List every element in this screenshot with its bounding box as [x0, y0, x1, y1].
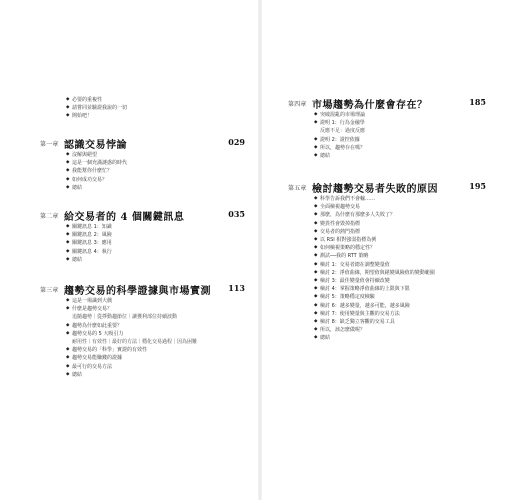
diamond-bullet-icon: ◆ — [314, 286, 318, 292]
toc-entry — [66, 346, 197, 354]
chapter-title: 給交易者的 4 個關鍵訊息 — [64, 212, 185, 223]
diamond-bullet-icon: ◆ — [66, 355, 70, 361]
toc-entry-text: 總結 — [320, 153, 331, 160]
chapter-items — [66, 223, 112, 264]
toc-entry-text: 測試──我的 RTT 策略 — [320, 253, 369, 260]
toc-entry-text: 檢討 3：最佳變量值會持續改變 — [320, 278, 390, 285]
diamond-bullet-icon: ◆ — [66, 330, 70, 336]
diamond-bullet-icon: ◆ — [66, 298, 70, 303]
toc-entry — [314, 261, 435, 269]
diamond-bullet-icon: ◆ — [314, 228, 318, 234]
chapter-title: 趨勢交易的科學證據與市場實測 — [64, 286, 211, 297]
toc-entry-text: 檢討 5：策略穩定度檢驗 — [320, 294, 375, 301]
toc-entry-text: 科學告訴我們不會輸…… — [320, 196, 376, 202]
toc-entry-text: 反應不足：過度反應 — [320, 128, 366, 135]
toc-entry — [66, 184, 127, 192]
toc-entry — [314, 228, 435, 236]
toc-entry-text: 關鍵訊息 4：執行 — [72, 248, 112, 255]
diamond-bullet-icon: ◆ — [66, 306, 70, 312]
diamond-bullet-icon: ◆ — [314, 112, 318, 117]
diamond-bullet-icon: ◆ — [66, 184, 70, 190]
toc-entry — [314, 244, 435, 252]
diamond-bullet-icon: ◆ — [314, 212, 318, 218]
chapter-label: 第二章 — [40, 213, 59, 220]
toc-entry-text: 趨勢交易能賺錢的證據 — [72, 355, 123, 362]
toc-entry — [314, 136, 365, 144]
toc-entry — [314, 211, 435, 219]
toc-entry-text: 開始吧！ — [72, 113, 93, 120]
toc-entry — [314, 252, 435, 260]
chapter-page-number: 029 — [228, 137, 245, 147]
diamond-bullet-icon: ◆ — [66, 232, 70, 238]
toc-entry — [66, 313, 197, 321]
toc-entry — [66, 239, 112, 247]
toc-entry-text: 趨勢交易的 5 大吸引力 — [72, 330, 124, 337]
toc-entry-text: 什麼是趨勢交易？ — [72, 306, 113, 313]
toc-entry-text: 所以，該怎麼做呢？ — [320, 327, 366, 334]
toc-entry — [66, 330, 197, 338]
toc-entry — [66, 322, 197, 330]
diamond-bullet-icon: ◆ — [66, 113, 70, 119]
diamond-bullet-icon: ◆ — [66, 160, 70, 166]
chapter-title: 檢討趨勢交易者失敗的原因 — [312, 184, 438, 195]
diamond-bullet-icon: ◆ — [66, 240, 70, 246]
toc-entry — [314, 220, 435, 228]
diamond-bullet-icon: ◆ — [66, 256, 70, 262]
diamond-bullet-icon: ◆ — [314, 144, 318, 150]
diamond-bullet-icon: ◆ — [314, 220, 318, 226]
toc-entry-text: 突破混亂的市場理論 — [320, 112, 366, 118]
diamond-bullet-icon: ◆ — [314, 335, 318, 341]
toc-entry — [314, 310, 435, 318]
toc-entry-text: 耐用性｜有效性｜最好的方法｜穩化交易過程｜因為困難 — [72, 339, 198, 346]
toc-entry — [314, 334, 435, 342]
toc-entry — [66, 151, 127, 159]
diamond-bullet-icon: ◆ — [314, 237, 318, 243]
toc-entry — [314, 152, 365, 160]
toc-entry — [66, 112, 127, 120]
toc-entry — [314, 236, 435, 244]
toc-entry-text: 檢討 4：掌握策略淨值曲線的上限與下限 — [320, 286, 410, 293]
left-page — [0, 0, 258, 500]
intro-items — [66, 96, 127, 121]
toc-entry-text: 檢討 2：淨值曲線，期望值與絕變風險值的變動範圍 — [320, 269, 435, 276]
diamond-bullet-icon: ◆ — [314, 261, 318, 267]
toc-entry-text: 趨勢交易的「科學」實證的有效性 — [72, 347, 148, 354]
right-page — [262, 0, 520, 500]
diamond-bullet-icon: ◆ — [314, 302, 318, 308]
toc-entry-text: 如何成功交易？ — [72, 176, 108, 183]
diamond-bullet-icon: ◆ — [66, 152, 70, 157]
toc-entry — [314, 277, 435, 285]
chapter-page-number: 035 — [228, 209, 245, 219]
toc-entry — [66, 159, 127, 167]
toc-entry — [314, 119, 365, 127]
diamond-bullet-icon: ◆ — [314, 136, 318, 142]
toc-entry-text: 追隨趨勢｜從掙動趨節位｜讓獲利部位持續波動 — [72, 314, 178, 321]
chapter-label: 第四章 — [288, 101, 307, 108]
toc-entry-text: 總結 — [72, 184, 83, 191]
toc-entry-text: 我能幫你什麼忙？ — [72, 168, 113, 175]
diamond-bullet-icon: ◆ — [314, 310, 318, 316]
chapter-label: 第五章 — [288, 185, 307, 192]
toc-entry — [66, 338, 197, 346]
toc-entry-text: 沒解與絕望 — [72, 152, 98, 158]
diamond-bullet-icon: ◆ — [66, 248, 70, 254]
toc-entry-text: 趨勢為什麼如此重要？ — [72, 322, 123, 329]
toc-entry — [314, 269, 435, 277]
toc-entry — [66, 297, 197, 305]
toc-entry-text: 關鍵訊息 2：風險 — [72, 232, 112, 239]
diamond-bullet-icon: ◆ — [314, 196, 318, 201]
toc-entry-text: 最可行的交易方法 — [72, 363, 113, 370]
toc-entry — [66, 363, 197, 371]
toc-entry — [66, 371, 197, 379]
toc-entry-text: 總結 — [72, 256, 83, 263]
toc-entry-text: 關鍵訊息 3：應用 — [72, 240, 112, 247]
toc-entry-text: 全面檢視趨勢交易 — [320, 204, 361, 211]
toc-entry — [314, 127, 365, 135]
toc-entry — [66, 256, 112, 264]
diamond-bullet-icon: ◆ — [66, 168, 70, 174]
toc-entry — [314, 111, 365, 119]
toc-entry — [314, 302, 435, 310]
toc-entry-text: 檢討 6：越多變量，越多可能，越多風險 — [320, 302, 410, 309]
diamond-bullet-icon: ◆ — [66, 363, 70, 369]
diamond-bullet-icon: ◆ — [66, 347, 70, 353]
toc-entry-text: 檢討 7：使用變量與主觀的交易方法 — [320, 310, 400, 317]
toc-entry-text: 那麼，為什麼有那麼多人失敗了？ — [320, 212, 396, 219]
toc-entry-text: 關鍵訊息 1：知識 — [72, 224, 112, 230]
toc-entry — [66, 305, 197, 313]
toc-entry-text: 必要的重複性 — [72, 97, 103, 103]
toc-entry-text: 證明 1：行為金融學 — [320, 120, 365, 127]
diamond-bullet-icon: ◆ — [314, 253, 318, 259]
toc-entry-text: 變異性會毀掉指標 — [320, 220, 361, 227]
diamond-bullet-icon: ◆ — [66, 176, 70, 182]
toc-entry-text: 證明 2：證控依據 — [320, 136, 360, 143]
toc-entry — [66, 104, 127, 112]
toc-entry-text: 請嘗同並驗證我說的一切 — [72, 105, 128, 112]
toc-entry — [66, 231, 112, 239]
diamond-bullet-icon: ◆ — [314, 319, 318, 325]
diamond-bullet-icon: ◆ — [314, 120, 318, 126]
diamond-bullet-icon: ◆ — [66, 105, 70, 111]
chapter-items — [314, 195, 435, 343]
chapter-page-number: 113 — [228, 283, 245, 293]
toc-entry-text: 這是一個充滿謎惑的時代 — [72, 160, 128, 167]
toc-entry-text: 以 RSI 相對強弱指標為例 — [320, 237, 377, 244]
toc-entry — [314, 293, 435, 301]
toc-entry — [314, 203, 435, 211]
toc-entry — [66, 354, 197, 362]
toc-entry-text: 這是一場識到大戲 — [72, 298, 113, 304]
toc-entry-text: 總結 — [72, 371, 83, 378]
toc-entry — [66, 96, 127, 104]
toc-entry — [314, 318, 435, 326]
toc-entry — [66, 167, 127, 175]
toc-entry-text: 如何檢視策略的穩定性？ — [320, 245, 376, 252]
toc-entry — [66, 176, 127, 184]
diamond-bullet-icon: ◆ — [66, 322, 70, 328]
toc-entry-text: 檢討 1：交易者總在調整變量值 — [320, 261, 390, 268]
chapter-heading — [288, 96, 486, 111]
diamond-bullet-icon: ◆ — [314, 269, 318, 275]
toc-entry-text: 總結 — [320, 335, 331, 342]
toc-entry — [314, 285, 435, 293]
toc-entry-text: 所以，趨勢存在嗎？ — [320, 144, 366, 151]
toc-entry — [314, 144, 365, 152]
chapter-heading — [288, 180, 486, 195]
toc-entry-text: 交易者的熱門指標 — [320, 228, 361, 235]
diamond-bullet-icon: ◆ — [66, 224, 70, 229]
chapter-heading — [40, 282, 245, 297]
diamond-bullet-icon: ◆ — [314, 278, 318, 284]
chapter-items — [314, 111, 365, 160]
diamond-bullet-icon: ◆ — [66, 97, 70, 102]
chapter-page-number: 195 — [469, 181, 486, 191]
chapter-page-number: 185 — [469, 97, 486, 107]
diamond-bullet-icon: ◆ — [314, 294, 318, 300]
chapter-title: 認識交易悖論 — [64, 140, 127, 151]
chapter-heading — [40, 208, 245, 223]
diamond-bullet-icon: ◆ — [314, 204, 318, 210]
chapter-label: 第一章 — [40, 141, 59, 148]
chapter-items — [66, 297, 197, 379]
chapter-title: 市場趨勢為什麼會存在？ — [312, 100, 428, 111]
diamond-bullet-icon: ◆ — [314, 245, 318, 251]
chapter-label: 第三章 — [40, 287, 59, 294]
chapter-items — [66, 151, 127, 192]
diamond-bullet-icon: ◆ — [314, 327, 318, 333]
toc-entry — [314, 326, 435, 334]
chapter-heading — [40, 136, 245, 151]
toc-entry — [314, 195, 435, 203]
diamond-bullet-icon: ◆ — [66, 371, 70, 377]
toc-entry-text: 檢討 8：缺乏獨立客觀的交易工具 — [320, 319, 395, 326]
toc-entry — [66, 248, 112, 256]
diamond-bullet-icon: ◆ — [314, 153, 318, 159]
toc-entry — [66, 223, 112, 231]
